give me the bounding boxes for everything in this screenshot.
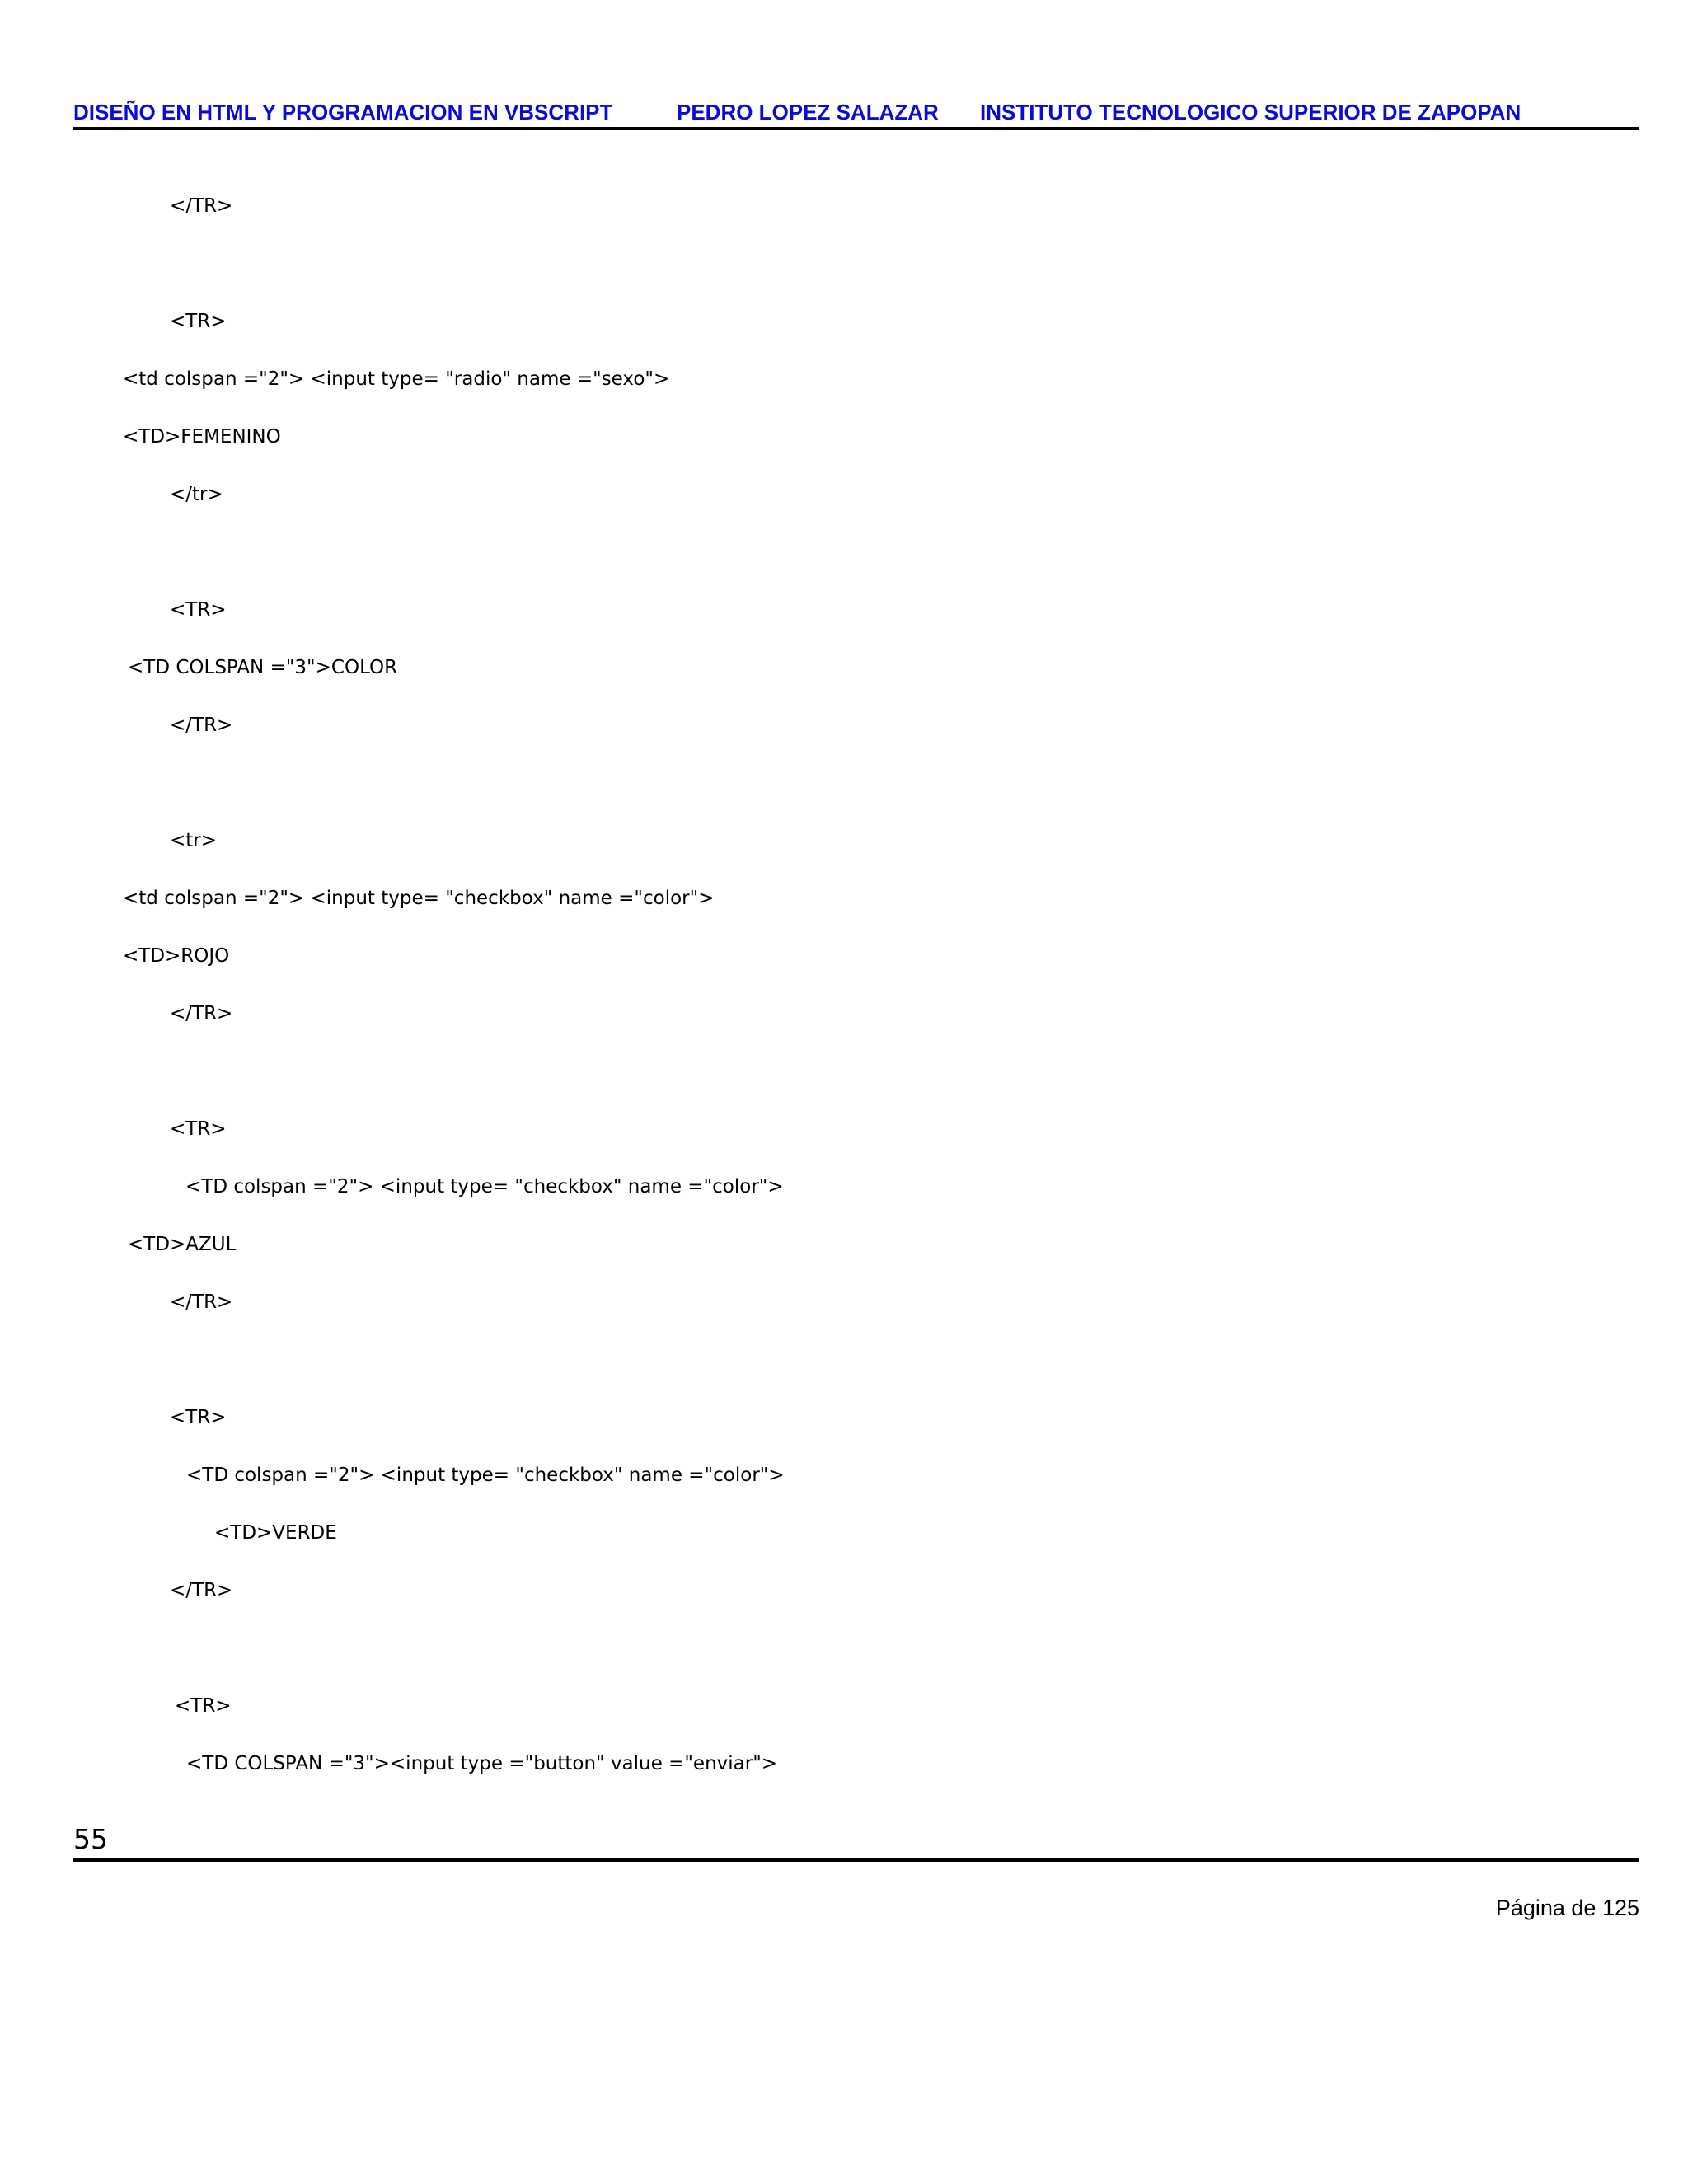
code-line: <TD colspan ="2"> <input type= "checkbox" name ="color"> xyxy=(185,1176,784,1197)
code-line: </TR> xyxy=(170,1003,233,1024)
code-line: <TD COLSPAN ="3">COLOR xyxy=(128,657,398,678)
header-title: DISEÑO EN HTML Y PROGRAMACION EN VBSCRIPT xyxy=(73,100,613,124)
page-count-label: Página de 125 xyxy=(1495,1896,1639,1920)
code-line: <TR> xyxy=(170,599,227,621)
code-line: <td colspan ="2"> <input type= "radio" name ="sexo"> xyxy=(123,368,670,390)
code-line: <TR> xyxy=(170,1407,227,1428)
code-line: <TR> xyxy=(170,311,227,332)
code-line: <TD>ROJO xyxy=(123,945,230,967)
code-line: <td colspan ="2"> <input type= "checkbox" name ="color"> xyxy=(123,888,715,909)
code-line: </TR> xyxy=(170,195,233,217)
code-line: <TD>FEMENINO xyxy=(123,426,281,448)
code-line: <TD>VERDE xyxy=(214,1522,337,1544)
code-line: <TD COLSPAN ="3"><input type ="button" value ="enviar"> xyxy=(186,1753,778,1774)
code-line: </tr> xyxy=(170,484,223,505)
footer-divider xyxy=(73,1858,1639,1862)
code-line: <TD colspan ="2"> <input type= "checkbox" name ="color"> xyxy=(186,1465,785,1486)
page-header xyxy=(73,91,1639,130)
page-number: 55 xyxy=(73,1823,108,1855)
code-line: <TR> xyxy=(175,1695,232,1717)
code-line: </TR> xyxy=(170,715,233,736)
code-line: <TD>AZUL xyxy=(128,1234,237,1255)
code-line: </TR> xyxy=(170,1291,233,1313)
header-author: PEDRO LOPEZ SALAZAR xyxy=(677,100,939,124)
code-line: <tr> xyxy=(170,830,218,851)
code-line: <TR> xyxy=(170,1118,227,1140)
code-line: </TR> xyxy=(170,1580,233,1601)
header-institution: INSTITUTO TECNOLOGICO SUPERIOR DE ZAPOPAN xyxy=(980,100,1522,124)
